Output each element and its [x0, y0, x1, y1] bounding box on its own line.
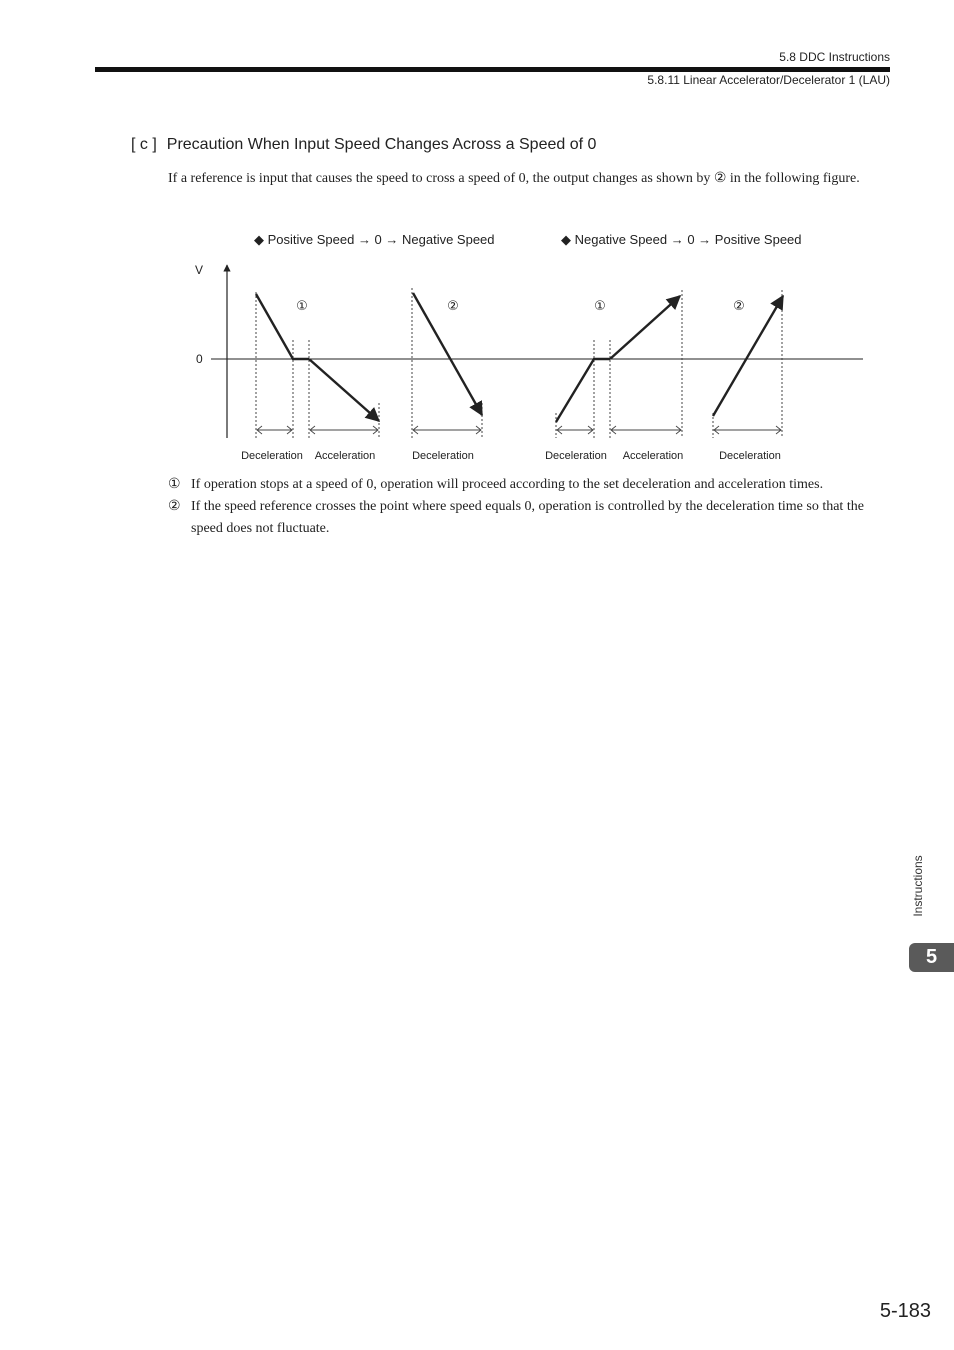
intro-paragraph — [168, 168, 888, 189]
case-mark-2: ② — [447, 298, 459, 313]
subheading-marker: [ c ] — [131, 136, 157, 153]
phase-label: Deceleration — [545, 450, 607, 462]
page-number: 5-183 — [879, 1300, 931, 1322]
time-guides — [256, 288, 782, 438]
speed-crossing-diagram — [180, 228, 880, 468]
intro-text-after: in the following figure. — [726, 171, 860, 186]
side-label-text: Instructions — [911, 855, 925, 917]
intro-text-before: If a reference is input that causes the speed to cross a speed of 0, the output changes as shown by — [168, 171, 714, 186]
v-axis-label: V — [195, 263, 204, 277]
notes-list — [168, 474, 888, 540]
side-section-label — [906, 848, 930, 924]
phase-label: Acceleration — [314, 450, 376, 462]
chapter-tab[interactable]: 5 — [909, 943, 954, 972]
duration-arrows — [257, 426, 781, 434]
header-section: 5.8 DDC Instructions — [779, 50, 890, 64]
note-number: ① — [168, 477, 181, 492]
phase-label: Deceleration — [241, 450, 303, 462]
diagram-heading-left: ◆ Positive Speed → 0 → Negative Speed — [254, 232, 495, 247]
speed-traces — [256, 293, 783, 422]
case-mark-4: ② — [733, 298, 745, 313]
zero-label: 0 — [196, 352, 203, 366]
intro-symbol: ② — [713, 171, 727, 186]
diagram-heading-right: ◆ Negative Speed → 0 → Positive Speed — [561, 232, 802, 247]
subheading-title: Precaution When Input Speed Changes Across a Speed of 0 — [166, 136, 597, 153]
case-mark-3: ① — [594, 298, 606, 313]
note-text: If operation stops at a speed of 0, operation will proceed according to the set deceleration and acceleration times. — [191, 477, 824, 492]
note-text: If the speed reference crosses the point where speed equals 0, operation is controlled by the deceleration time so that the speed does not fluctuate. — [191, 499, 864, 536]
note-number: ② — [168, 499, 181, 514]
note-item — [168, 474, 888, 496]
phase-label: Deceleration — [412, 450, 474, 462]
phase-label: Acceleration — [622, 450, 684, 462]
header-subsection: 5.8.11 Linear Accelerator/Decelerator 1 (LAU) — [647, 73, 890, 87]
subheading — [131, 136, 596, 154]
case-mark-1: ① — [296, 298, 308, 313]
header-rule — [95, 67, 890, 72]
note-item — [168, 496, 888, 540]
phase-label: Deceleration — [719, 450, 781, 462]
